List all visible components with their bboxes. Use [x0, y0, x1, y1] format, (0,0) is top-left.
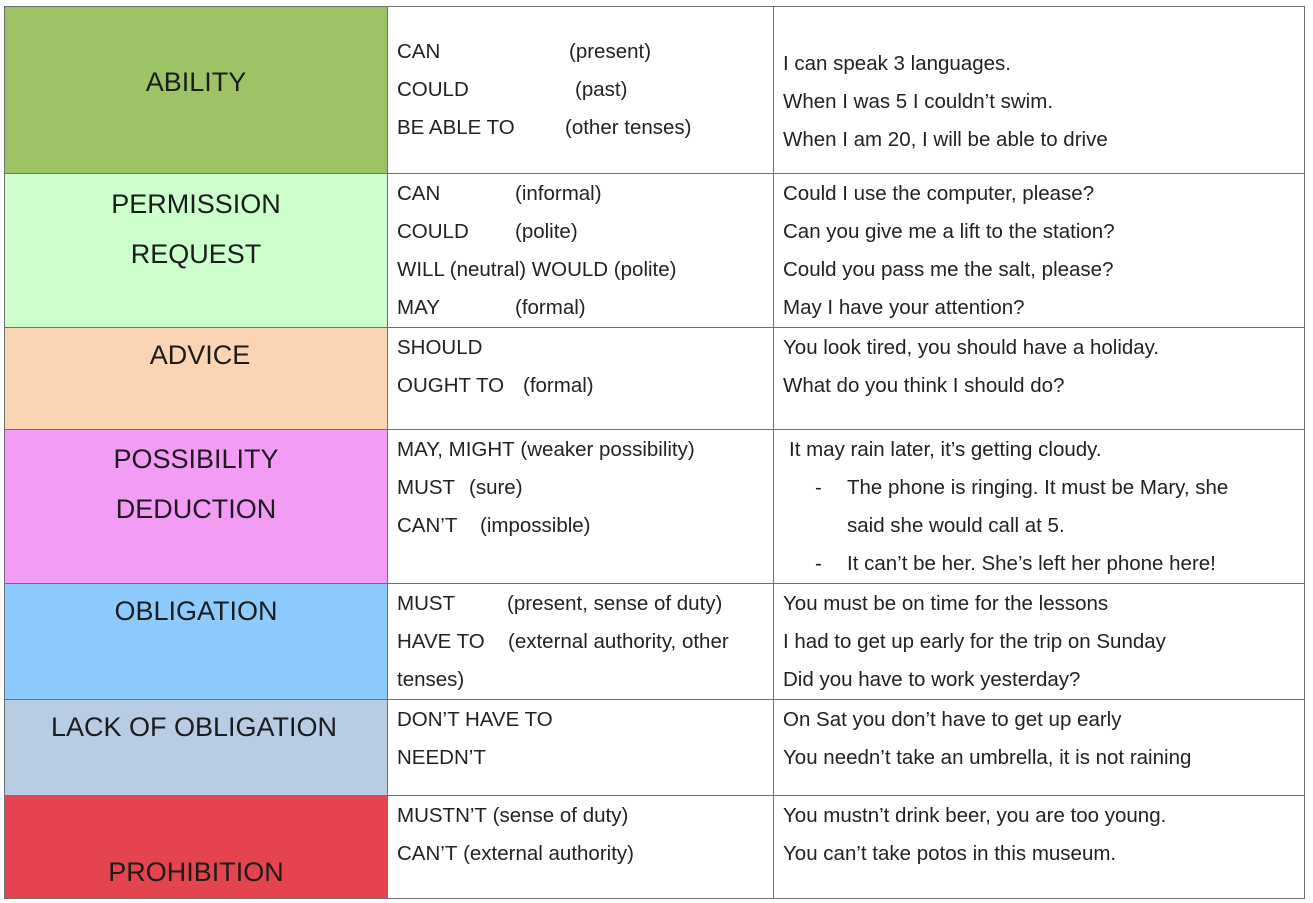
modal-note: (external authority)	[463, 842, 634, 865]
modal-line	[397, 585, 773, 623]
table-row	[5, 584, 1305, 700]
modal-line	[397, 431, 773, 469]
modal-note: (present)	[569, 40, 652, 63]
modal-note: (past)	[575, 78, 628, 101]
example-line: You look tired, you should have a holiday.	[783, 336, 1160, 359]
example-line: I had to get up early for the trip on Sunday	[783, 630, 1166, 653]
modal-note: (sense of duty)	[492, 804, 629, 827]
example-line: You needn’t take an umbrella, it is not raining	[783, 746, 1192, 769]
category-cell	[5, 700, 388, 796]
example-text: It may rain later, it’s getting cloudy.	[789, 438, 1102, 461]
examples-cell	[774, 796, 1305, 899]
modal-note: (sure)	[469, 476, 523, 499]
modal-word: MAY, MIGHT	[397, 438, 515, 461]
modal-word: CAN	[397, 182, 441, 205]
example-text: The phone is ringing. It must be Mary, she	[847, 476, 1229, 499]
modal-word: OUGHT TO	[397, 374, 505, 397]
modal-note: (informal)	[515, 182, 602, 205]
example-line: May I have your attention?	[783, 296, 1025, 319]
category-label: ADVICE	[149, 340, 251, 370]
category-cell	[5, 430, 388, 584]
category-label: POSSIBILITY	[113, 444, 279, 474]
table-row	[5, 430, 1305, 584]
example-line	[783, 507, 1304, 545]
modal-line	[397, 701, 773, 739]
examples-cell	[774, 174, 1305, 328]
modal-verbs-table	[4, 6, 1305, 899]
modal-note: (other tenses)	[565, 116, 692, 139]
modal-line	[397, 175, 773, 213]
example-line: On Sat you don’t have to get up early	[783, 708, 1122, 731]
example-line: Did you have to work yesterday?	[783, 668, 1081, 691]
category-label: LACK OF OBLIGATION	[50, 712, 338, 742]
example-line: You can’t take potos in this museum.	[783, 842, 1117, 865]
category-label: REQUEST	[130, 239, 262, 269]
example-line: You must be on time for the lessons	[783, 592, 1109, 615]
example-line	[783, 469, 1304, 507]
modal-line	[397, 213, 773, 251]
modals-cell	[388, 7, 774, 174]
modal-line	[397, 797, 773, 835]
modal-word: COULD	[397, 220, 469, 243]
modal-line	[397, 623, 773, 661]
modal-line	[397, 251, 773, 289]
table-row	[5, 796, 1305, 899]
examples-cell	[774, 584, 1305, 700]
examples-cell	[774, 430, 1305, 584]
category-label: PERMISSION	[111, 189, 281, 219]
example-line: Could you pass me the salt, please?	[783, 258, 1114, 281]
category-label: DEDUCTION	[115, 494, 277, 524]
example-line	[783, 545, 1304, 583]
examples-cell	[774, 328, 1305, 430]
bullet-dash: -	[815, 552, 822, 575]
modal-note: (formal)	[523, 374, 594, 397]
modal-word: CAN’T	[397, 514, 458, 537]
example-text: It can’t be her. She’s left her phone here!	[847, 552, 1216, 575]
modal-line	[397, 739, 773, 777]
example-text: said she would call at 5.	[847, 514, 1065, 537]
modals-cell	[388, 700, 774, 796]
modals-cell	[388, 430, 774, 584]
category-cell	[5, 7, 388, 174]
modal-word: CAN’T	[397, 842, 458, 865]
modal-word: MUSTN’T	[397, 804, 487, 827]
modal-line	[397, 329, 773, 367]
category-label: PROHIBITION	[108, 857, 284, 887]
modal-word: HAVE TO	[397, 630, 485, 653]
modal-line	[397, 469, 773, 507]
modal-word: DON’T HAVE TO	[397, 708, 553, 731]
category-cell	[5, 174, 388, 328]
modal-word: SHOULD	[397, 336, 483, 359]
example-line: What do you think I should do?	[783, 374, 1065, 397]
modal-note: (present, sense of duty)	[507, 592, 723, 615]
modal-note: (weaker possibility)	[520, 438, 695, 461]
category-label: ABILITY	[145, 67, 247, 97]
example-line: When I was 5 I couldn’t swim.	[783, 90, 1054, 113]
category-cell	[5, 584, 388, 700]
example-line: Can you give me a lift to the station?	[783, 220, 1115, 243]
table-row	[5, 174, 1305, 328]
bullet-dash: -	[815, 476, 822, 499]
modal-word: WILL (neutral) WOULD (polite)	[397, 258, 677, 281]
table-row	[5, 7, 1305, 174]
example-line: When I am 20, I will be able to drive	[783, 128, 1108, 151]
category-cell	[5, 796, 388, 899]
modal-line	[397, 661, 773, 699]
modals-cell	[388, 174, 774, 328]
example-line	[783, 431, 1304, 469]
example-line: You mustn’t drink beer, you are too young.	[783, 804, 1167, 827]
modal-word: BE ABLE TO	[397, 116, 515, 139]
examples-cell	[774, 7, 1305, 174]
modal-note: (formal)	[515, 296, 586, 319]
modal-word: CAN	[397, 40, 441, 63]
modal-word: tenses)	[397, 668, 465, 691]
modals-cell	[388, 584, 774, 700]
modal-line	[397, 71, 773, 109]
modals-cell	[388, 796, 774, 899]
modal-word: MAY	[397, 296, 440, 319]
category-cell	[5, 328, 388, 430]
modal-word: MUST	[397, 476, 456, 499]
modal-line	[397, 835, 773, 873]
modal-note: (external authority, other	[508, 630, 729, 653]
table-row	[5, 328, 1305, 430]
example-line: I can speak 3 languages.	[783, 52, 1011, 75]
modal-note: (polite)	[515, 220, 578, 243]
modal-line	[397, 507, 773, 545]
modal-word: COULD	[397, 78, 469, 101]
modal-line	[397, 367, 773, 405]
modal-word: NEEDN’T	[397, 746, 486, 769]
modal-note: (impossible)	[480, 514, 591, 537]
examples-cell	[774, 700, 1305, 796]
category-label: OBLIGATION	[114, 596, 278, 626]
modal-line	[397, 109, 773, 147]
modals-cell	[388, 328, 774, 430]
modal-line	[397, 33, 773, 71]
table-row	[5, 700, 1305, 796]
example-line: Could I use the computer, please?	[783, 182, 1095, 205]
modal-line	[397, 289, 773, 327]
modal-word: MUST	[397, 592, 456, 615]
